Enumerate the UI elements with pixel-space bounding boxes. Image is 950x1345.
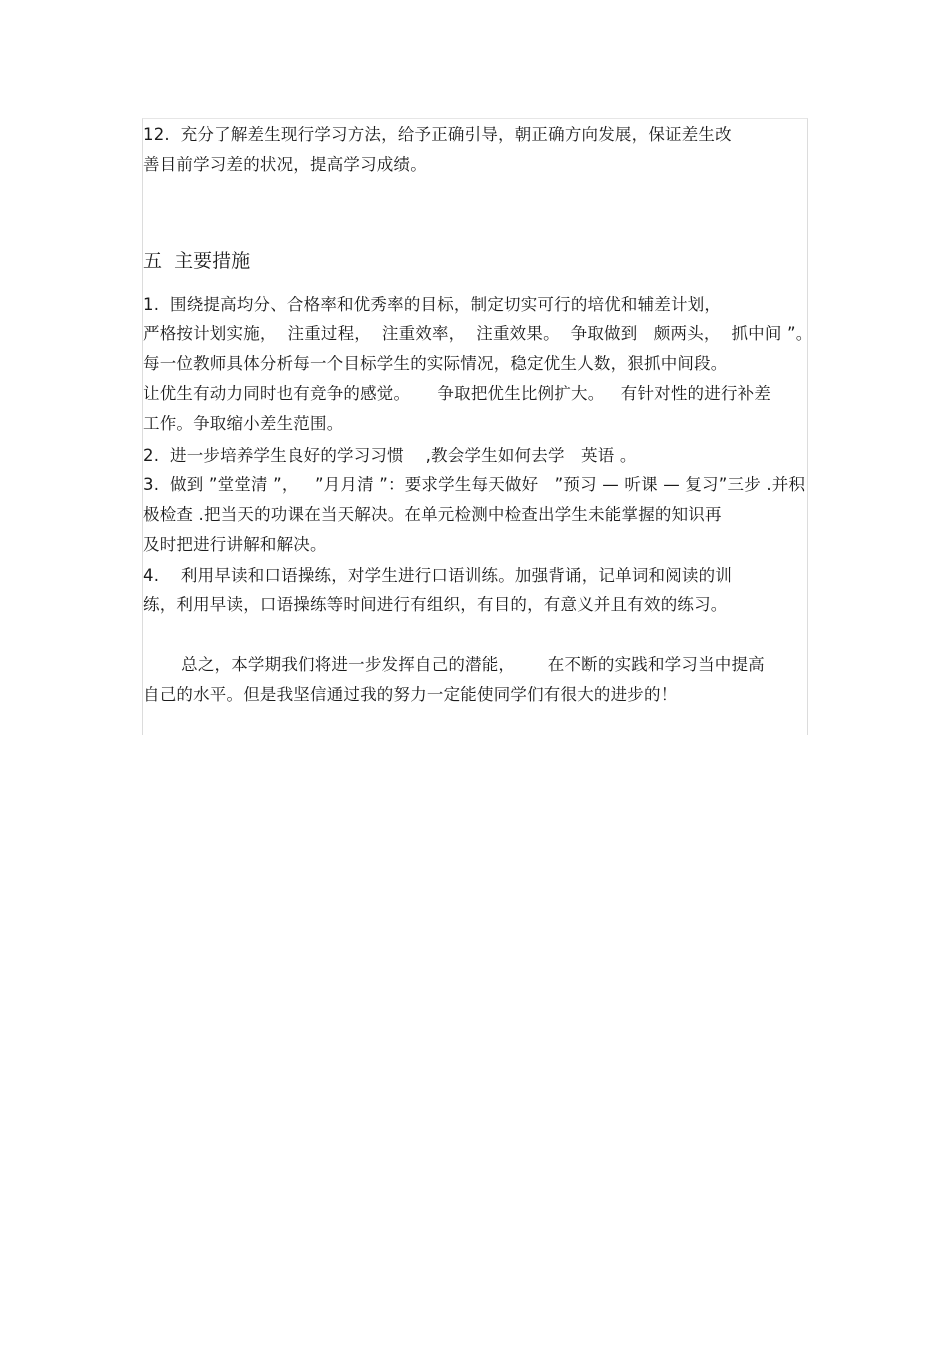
measure-1-line-3: 每一位教师具体分析每一个目标学生的实际情况，稳定优生人数，狠抓中间段。 [143,354,728,373]
summary-line-2: 自己的水平。但是我坚信通过我的努力一定能使同学们有很大的进步的！ [143,685,678,704]
measure-3-line-1: 3. 做到 ”堂堂清 ”， ”月月清 ”：要求学生每天做好 ”预习 — 听课 — 复习”三步 .并积 [143,475,806,494]
section-heading: 五 主要措施 [143,250,251,272]
measure-4-line-1: 4. 利用早读和口语操练，对学生进行口语训练。加强背诵，记单词和阅读的训 [143,566,733,585]
summary-line-1: 总之，本学期我们将进一步发挥自己的潜能， 在不断的实践和学习当中提高 [143,655,765,674]
item-12-line-2: 善目前学习差的状况，提高学习成绩。 [143,155,427,174]
item-12-line-1: 12. 充分了解差生现行学习方法，给予正确引导，朝正确方向发展，保证差生改 [143,125,732,144]
measure-4-line-2: 练，利用早读，口语操练等时间进行有组织，有目的，有意义并且有效的练习。 [143,595,728,614]
measure-3-line-3: 及时把进行讲解和解决。 [143,535,327,554]
measure-1-line-5: 工作。争取缩小差生范围。 [143,414,344,433]
measure-3-line-2: 极检查 .把当天的功课在当天解决。在单元检测中检查出学生未能掌握的知识再 [143,505,722,524]
measure-1-line-1: 1. 围绕提高均分、合格率和优秀率的目标，制定切实可行的培优和辅差计划， [143,295,722,314]
measure-1-line-4: 让优生有动力同时也有竞争的感觉。 争取把优生比例扩大。 有针对性的进行补差 [143,384,772,403]
measure-1-line-2: 严格按计划实施， 注重过程， 注重效率， 注重效果。 争取做到 颇两头， 抓中间 ”。 [143,324,813,343]
measure-2-line-1: 2. 进一步培养学生良好的学习习惯 ,教会学生如何去学 英语 。 [143,446,637,465]
